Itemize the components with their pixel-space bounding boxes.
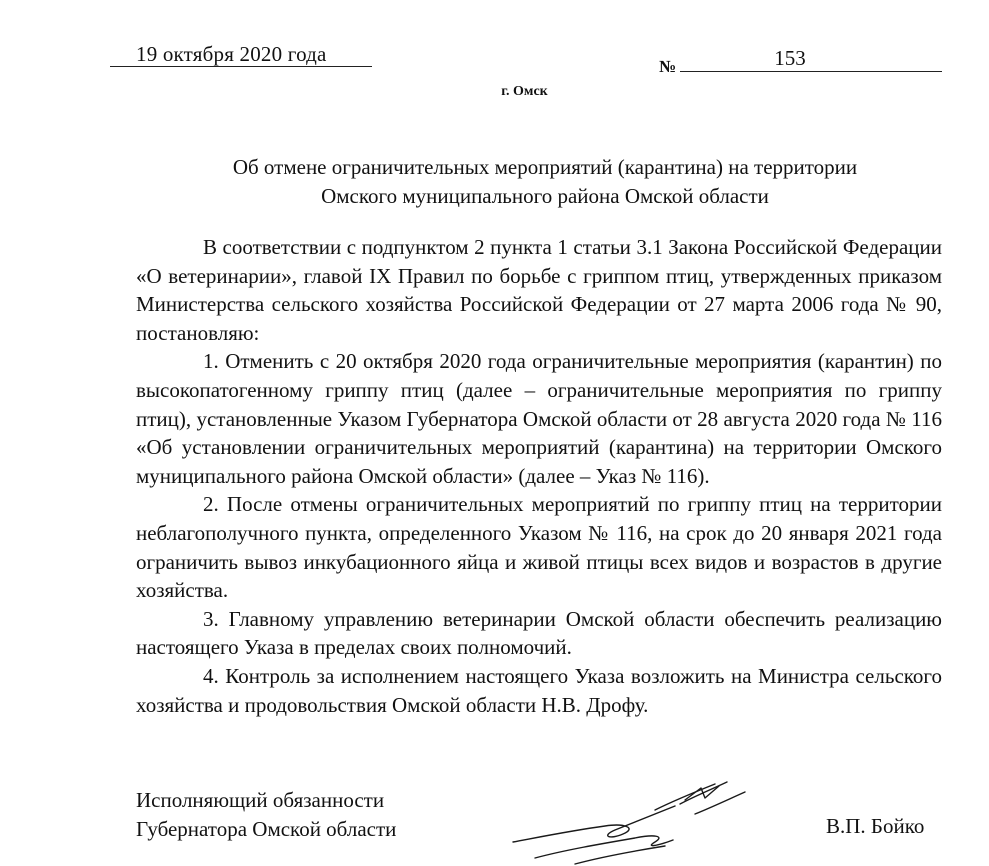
number-underline — [680, 71, 942, 72]
signatory-name: В.П. Бойко — [826, 814, 925, 838]
title-line-2: Омского муниципального района Омской области — [321, 184, 769, 208]
preamble-paragraph: В соответствии с подпунктом 2 пункта 1 статьи 3.1 Закона Российской Федерации «О ветеринарии», главой IX Правил по борьбе с гриппом птиц, утвержденных приказом Министерства сельского хозяйства Российской Федерации от 27 марта 2006 года № 90, постановляю: — [136, 235, 942, 345]
signatory-position — [136, 786, 396, 843]
item-2-paragraph: 2. После отмены ограничительных мероприятий по гриппу птиц на территории неблагополучного пункта, определенного Указом № 116, на срок до 20 января 2021 года ограничить вывоз инкубационного яйца и живой птицы всех видов и возрастов в другие хозяйства. — [136, 492, 942, 603]
number-sign: № — [659, 57, 677, 76]
item-3-paragraph: 3. Главному управлению ветеринарии Омской области обеспечить реализацию настоящего Указа в пределах своих полномочий. — [136, 606, 942, 660]
document-title — [150, 153, 940, 211]
handwritten-signature — [505, 770, 755, 866]
document-city: г. Омск — [501, 84, 548, 99]
position-line-2: Губернатора Омской области — [136, 816, 397, 841]
date-underline — [110, 66, 372, 67]
position-line-1: Исполняющий обязанности — [136, 788, 385, 812]
document-number: 153 — [774, 46, 806, 70]
title-line-1: Об отмене ограничительных мероприятий (карантина) на территории — [232, 155, 858, 179]
item-1-paragraph: 1. Отменить с 20 октября 2020 года ограничительные мероприятия (карантин) по высокопатогенному гриппу птиц (далее – ограничительные мероприятия по гриппу птиц), установленные Указом Губернатора Омской области от 28 августа 2020 года № 116 «Об установлении ограничительных мероприятий (карантина) на территории Омского муниципального района Омской области» (далее – Указ № 116). — [136, 349, 942, 488]
document-date: 19 октября 2020 года — [136, 42, 327, 66]
document-body — [136, 233, 942, 719]
item-4-paragraph: 4. Контроль за исполнением настоящего Указа возложить на Министра сельского хозяйства и продовольствия Омской области Н.В. Дрофу. — [136, 663, 942, 717]
